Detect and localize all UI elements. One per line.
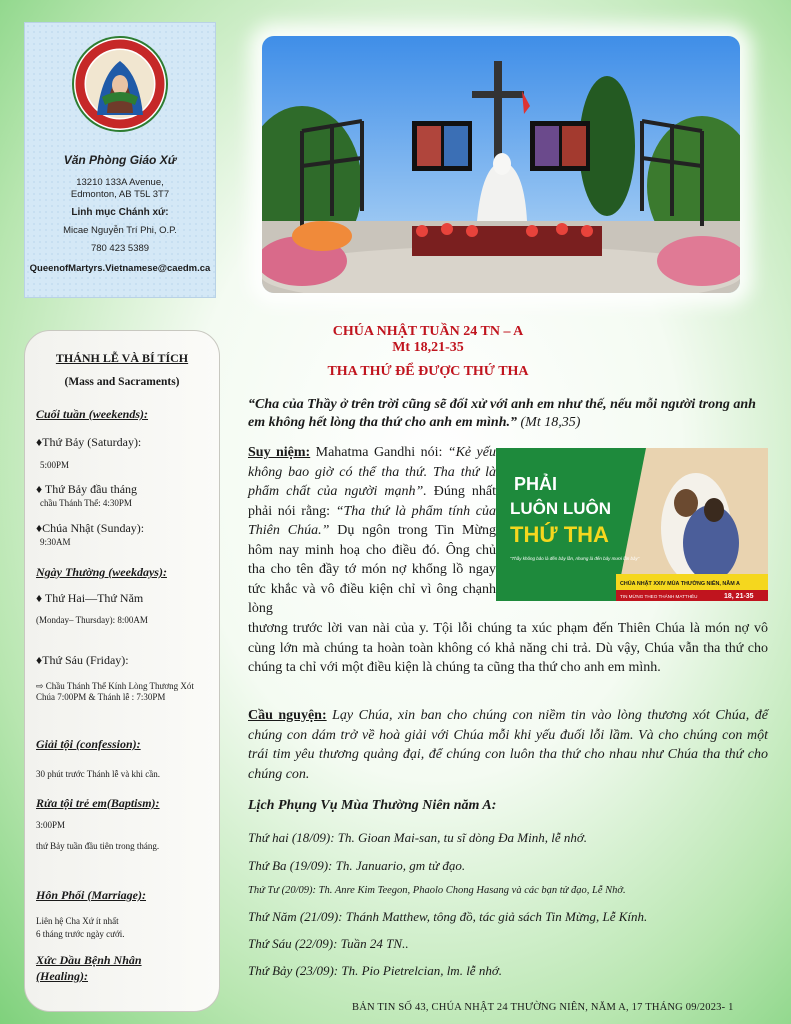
liturgy-item: Thứ Ba (19/09): Th. Januario, gm tử đạo.	[248, 858, 466, 873]
weekday-heading: Ngày Thường (weekdays):	[36, 565, 167, 579]
quote-text: “Cha của Thầy ở trên trời cũng sẽ đối xử với anh em như thế, nếu mỗi người trong anh em không hết lòng tha thứ cho anh em mình.”	[248, 397, 756, 430]
office-title: Văn Phòng Giáo Xứ	[63, 153, 177, 167]
banner-word-3: THỨ THA	[510, 522, 609, 547]
prayer-paragraph	[248, 706, 768, 784]
marriage-note-1: Liên hệ Cha Xứ ít nhất	[36, 916, 119, 926]
parish-office-card	[24, 22, 216, 298]
reflection-part-1: Mahatma Gandhi nói:	[310, 445, 448, 460]
friday-label: ♦Thứ Sáu (Friday):	[36, 653, 129, 667]
scripture-quote	[248, 396, 768, 432]
first-saturday-label: ♦ Thứ Bảy đầu tháng	[36, 482, 138, 496]
reflection-quote-1: “Kẻ yếu không bao giờ có thể tha thứ. Tha thứ là phẩm chất của người mạnh”.	[248, 445, 496, 499]
reflection-label: Suy niệm:	[248, 445, 311, 460]
address-line-2: Edmonton, AB T5L 3T7	[70, 189, 170, 200]
friday-note: ⇨ Chầu Thánh Thể Kính Lòng Thương Xót Chúa 7:00PM & Thánh lễ : 7:30PM	[36, 681, 194, 702]
reflection-part-3: Dụ ngôn trong Tin Mừng hôm nay minh hoạ cho điều đó. Ông chủ tha cho tên đầy tớ món nợ khổng lồ ngay tức khắc và vô điều kiện chỉ vì ông chạnh lòng	[248, 523, 497, 616]
parish-logo	[71, 35, 169, 133]
banner-ribbon-ref: 18, 21-35	[724, 593, 754, 600]
bulletin-footer: BẢN TIN SỐ 43, CHÚA NHẬT 24 THƯỜNG NIÊN, NĂM A, 17 THÁNG 09/2023- 1	[352, 1002, 734, 1013]
banner-ribbon-1: CHÚA NHẬT XXIV MÙA THƯỜNG NIÊN, NĂM A	[620, 581, 740, 587]
healing-heading-2: (Healing):	[36, 969, 88, 983]
phone-number: 780 423 5389	[90, 243, 150, 254]
liturgy-item: Thứ Năm (21/09): Thánh Matthew, tông đồ, tác giả sách Tin Mừng, Lễ Kính.	[248, 909, 648, 924]
sunday-label: ♦Chúa Nhật (Sunday):	[36, 521, 145, 535]
mass-schedule-panel	[24, 330, 220, 1012]
liturgy-title: Lịch Phụng Vụ Mùa Thường Niên năm A:	[248, 798, 497, 813]
gospel-reference: Mt 18,21-35	[392, 340, 464, 355]
marriage-heading: Hôn Phối (Marriage):	[36, 888, 147, 902]
baptism-time: 3:00PM	[36, 820, 66, 830]
theme-heading: THA THỨ ĐỂ ĐƯỢC THỨ THA	[327, 364, 529, 379]
marriage-note-2: 6 tháng trước ngày cưới.	[36, 929, 125, 939]
saturday-label: ♦Thứ Bảy (Saturday):	[36, 435, 142, 449]
confession-note: 30 phút trước Thánh lễ và khi cần.	[36, 769, 160, 779]
weekend-heading: Cuối tuần (weekends):	[36, 407, 149, 421]
liturgy-item: Thứ Sáu (22/09): Tuần 24 TN..	[248, 936, 409, 951]
baptism-note: thứ Bảy tuần đầu tiên trong tháng.	[36, 841, 160, 851]
mon-thu-label: ♦ Thứ Hai—Thứ Năm	[36, 591, 144, 605]
pastor-name: Micae Nguyễn Trí Phi, O.P.	[63, 225, 177, 236]
banner-word-2: LUÔN LUÔN	[510, 499, 612, 518]
liturgy-item: Thứ Bảy (23/09): Th. Pio Pietrelcian, lm. lễ nhớ.	[248, 963, 503, 978]
healing-heading-1: Xức Dầu Bệnh Nhân	[36, 953, 142, 967]
prayer-text: Lạy Chúa, xin ban cho chúng con niềm tin vào lòng thương xót Chúa, để chúng con dám trở về hoà giải với Chúa mỗi khi yếu đuối lỗi lầm. Và cho chúng con một trái tim yêu thương quảng đại, để chúng con luôn tha thứ cho nhau như Chúa tha thứ cho chúng con.	[248, 708, 768, 782]
liturgy-item: Thứ hai (18/09): Th. Gioan Mai-san, tu sĩ dòng Đa Minh, lễ nhớ.	[248, 830, 588, 845]
reflection-part-2: Đúng nhất phải nói rằng:	[248, 484, 496, 519]
prayer-label: Cầu nguyện:	[248, 708, 327, 723]
reflection-quote-2: “Tha thứ là phẩm tính của Thiên Chúa.”	[248, 503, 496, 538]
schedule-subtitle: (Mass and Sacraments)	[64, 376, 180, 388]
saturday-time: 5:00PM	[40, 460, 70, 470]
address-line-1: 13210 133A Avenue,	[76, 177, 164, 188]
sunday-heading: CHÚA NHẬT TUẦN 24 TN – A	[332, 324, 524, 339]
banner-word-1: PHẢI	[514, 474, 558, 494]
sunday-time: 9:30AM	[40, 537, 71, 547]
reflection-paragraph	[248, 443, 496, 619]
liturgy-item: Thứ Tư (20/09): Th. Anre Kim Teegon, Phaolo Chong Hasang và các bạn tử đạo, Lễ Nhớ.	[248, 885, 626, 896]
schedule-title: THÁNH LỄ VÀ BÍ TÍCH	[55, 351, 189, 365]
email-link[interactable]: QueenofMartyrs.Vietnamese@caedm.ca	[29, 263, 211, 274]
forgiveness-banner	[496, 448, 768, 601]
confession-heading: Giải tội (confession):	[36, 737, 141, 751]
baptism-heading: Rửa tội trẻ em(Baptism):	[36, 796, 160, 810]
pastor-label: Linh mục Chánh xứ:	[71, 207, 169, 218]
shrine-photo	[262, 36, 740, 293]
mon-thu-time: (Monday– Thursday): 8:00AM	[36, 615, 148, 625]
banner-caption: “Thầy không bảo là đến bảy lần, nhưng là đến bảy mươi lần bảy”	[510, 556, 640, 561]
first-saturday-note: chầu Thánh Thể: 4:30PM	[40, 498, 132, 508]
quote-ref: (Mt 18,35)	[517, 415, 581, 430]
reflection-continued: thương trước lời van nài của y. Tội lỗi chúng ta xúc phạm đến Thiên Chúa là món nợ vô cùng lớn mà chúng ta hoàn toàn không có khả năng chi trả. Dù vậy, Chúa vẫn tha thứ cho chúng ta chỉ với một điều kiện là chúng ta cũng tha thứ cho anh em mình.	[248, 621, 768, 675]
banner-ribbon-2: TIN MỪNG THEO THÁNH MATTHÊU	[620, 594, 698, 599]
